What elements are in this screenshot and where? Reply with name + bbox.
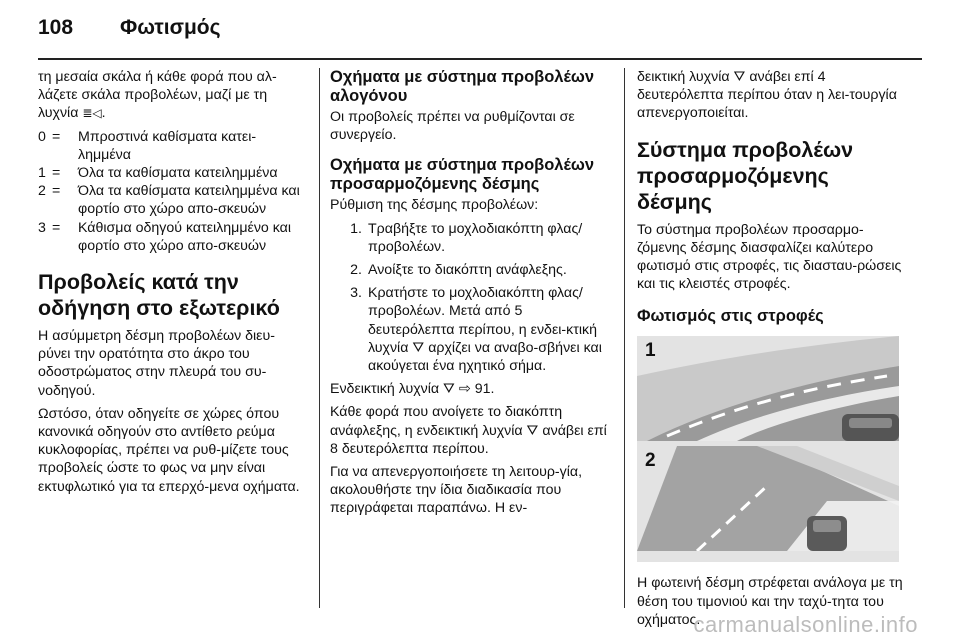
column-3 [637,68,907,634]
cornering-light-figure [637,336,899,562]
figure-label: 2 [645,450,656,472]
header-rule [38,58,922,60]
figure-caption: Η φωτεινή δέσμη στρέφεται ανάλογα με τη θέση του τιμονιού και την ταχύ-τητα του οχήματος. [637,575,903,628]
headlight-range-icon: ≣◁ [82,106,102,121]
heading-halogen: Οχήματα με σύστημα προβολέων αλογόνου [330,68,595,105]
figure-label: 1 [645,340,656,362]
watermark: carmanualsonline.info [693,612,918,637]
column-1 [38,68,306,501]
column-divider [624,68,625,608]
column-2 [330,68,610,523]
paragraph: Οι προβολείς πρέπει να ρυθμίζονται σε συνεργείο. [330,109,575,144]
heading-cornering-light: Φωτισμός στις στροφές [637,307,824,326]
heading-driving-abroad: Προβολείς κατά την οδήγηση στο εξωτερικό [38,270,280,321]
figure-panel-1 [637,336,899,441]
code-row: 0 = Μπροστινά καθίσματα κατει-λημμένα [38,128,257,163]
intersection-illustration [637,446,899,551]
figure-panel-2 [637,446,899,551]
paragraph: Ενδεικτική λυχνία ⛛ ⇨ 91. [330,381,495,398]
intro-paragraph: τη μεσαία σκάλα ή κάθε φορά που αλ-λάζετε σκάλα προβολέων, μαζί με τη λυχνία ≣◁. [38,69,277,122]
paragraph: Ωστόσο, όταν οδηγείτε σε χώρες όπου κανονικά οδηγούν στο αντίθετο ρεύμα κυκλοφορίας, πρέπει να ρυθ-μίζετε τους προβολείς ώστε το φως να μην είναι εκτυφλωτικό για τα επερχό-μενα οχήματα. [38,405,300,495]
paragraph: Το σύστημα προβολέων προσαρμο-ζόμενης δέσμης διασφαλίζει καλύτερο φωτισμό στις στροφές, τις διασταυ-ρώσεις και τις κλειστές στροφές. [637,221,902,293]
heading-adaptive: Οχήματα με σύστημα προβολέων προσαρμοζόμενης δέσμης [330,156,595,194]
code-row: 3 = Κάθισμα οδηγού κατειλημμένο και φορτίο στο χώρο απο-σκευών [38,219,292,254]
step-list [330,220,610,376]
paragraph: Ρύθμιση της δέσμης προβολέων: [330,197,539,214]
list-item: 2. Ανοίξτε το διακόπτη ανάφλεξης. [350,262,567,279]
code-row: 2 = Όλα τα καθίσματα κατειλημμένα και φορτίο στο χώρο απο-σκευών [38,183,300,218]
section-title: Φωτισμός [120,16,221,39]
paragraph: Η ασύμμετρη δέσμη προβολέων διευ-ρύνει την ορατότητα στο άκρο του οδοστρώματος στην πλευρά του συ-νοδηγού. [38,328,275,399]
column-divider [319,68,320,608]
paragraph: Κάθε φορά που ανοίγετε το διακόπτη ανάφλεξης, η ενδεικτική λυχνία ⛛ ανάβει επί 8 δευτερόλεπτα περίπου. [330,404,607,457]
load-code-list [38,128,306,255]
code-row: 1 = Όλα τα καθίσματα κατειλημμένα [38,165,278,182]
heading-adaptive-system: Σύστημα προβολέων προσαρμοζόμενης δέσμης [637,137,854,214]
paragraph: Για να απενεργοποιήσετε τη λειτουρ-γία, ακολουθήστε την ίδια διαδικασία που περιγράφεται παραπάνω. Η εν- [330,464,583,517]
paragraph: δεικτική λυχνία ⛛ ανάβει επί 4 δευτερόλεπτα περίπου όταν η λει-τουργία απενεργοποιείται. [637,69,897,122]
list-item: 1. Τραβήξτε το μοχλοδιακόπτη φλας/προβολέων. [350,220,583,255]
road-curve-illustration [637,336,899,441]
list-item: 3. Κρατήστε το μοχλοδιακόπτη φλας/προβολέων. Μετά από 5 δευτερόλεπτα περίπου, η ενδει-κτική λυχνία ⛛ αρχίζει να αναβο-σβήνει και ακούγεται ένα ηχητικό σήμα. [350,285,602,375]
page-number: 108 [38,16,74,39]
